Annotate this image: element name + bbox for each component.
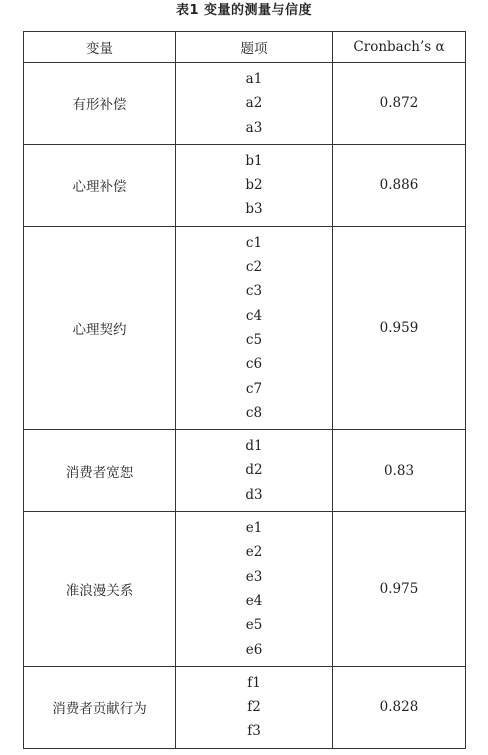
item-code: f1: [247, 674, 261, 691]
item-code: a3: [245, 119, 263, 136]
item-code: d3: [245, 486, 263, 503]
item-code: b3: [245, 201, 263, 218]
item-code: e4: [245, 592, 263, 609]
table-row: [24, 63, 466, 145]
header-cronbach-alpha: Cronbach’s α: [333, 32, 466, 63]
item-code: e3: [245, 568, 263, 585]
item-code: c4: [245, 307, 263, 324]
item-code: f2: [247, 699, 261, 716]
alpha-cell: 0.959: [333, 226, 466, 429]
variable-cell: 有形补偿: [24, 63, 176, 145]
item-code: c8: [245, 404, 263, 421]
alpha-cell: 0.83: [333, 430, 466, 512]
reliability-table: [23, 31, 466, 749]
item-code: c3: [245, 283, 263, 300]
variable-cell: 心理补偿: [24, 144, 176, 226]
variable-cell: 心理契约: [24, 226, 176, 429]
item-code: c5: [245, 331, 263, 348]
items-cell: [176, 144, 333, 226]
item-code: d2: [245, 462, 263, 479]
item-code: e6: [245, 641, 263, 658]
items-cell: [176, 63, 333, 145]
item-code: b1: [245, 152, 263, 169]
item-code: a2: [245, 95, 263, 112]
variable-cell: 消费者宽恕: [24, 430, 176, 512]
table-header: [24, 32, 466, 63]
item-code: c7: [245, 380, 263, 397]
header-variable: 变量: [24, 32, 176, 63]
header-items: 题项: [176, 32, 333, 63]
alpha-cell: 0.975: [333, 512, 466, 667]
items-cell: [176, 430, 333, 512]
items-cell: [176, 512, 333, 667]
item-code: e2: [245, 544, 263, 561]
alpha-cell: 0.872: [333, 63, 466, 145]
items-cell: [176, 666, 333, 748]
table-row: [24, 430, 466, 512]
table-row: [24, 226, 466, 429]
item-code: b2: [245, 177, 263, 194]
table-row: [24, 666, 466, 748]
item-code: c1: [245, 234, 263, 251]
variable-cell: 准浪漫关系: [24, 512, 176, 667]
table-row: [24, 512, 466, 667]
table-body: [24, 63, 466, 749]
item-code: f3: [247, 723, 261, 740]
item-code: c2: [245, 259, 263, 276]
item-code: d1: [245, 438, 263, 455]
table-caption: 表1 变量的测量与信度: [175, 3, 313, 18]
item-code: a1: [245, 71, 263, 87]
item-code: e1: [245, 520, 263, 537]
item-code: e5: [245, 617, 263, 634]
table-row: [24, 144, 466, 226]
alpha-cell: 0.886: [333, 144, 466, 226]
header-row: [24, 32, 466, 63]
variable-cell: 消费者贡献行为: [24, 666, 176, 748]
alpha-cell: 0.828: [333, 666, 466, 748]
items-cell: [176, 226, 333, 429]
item-code: c6: [245, 356, 263, 373]
